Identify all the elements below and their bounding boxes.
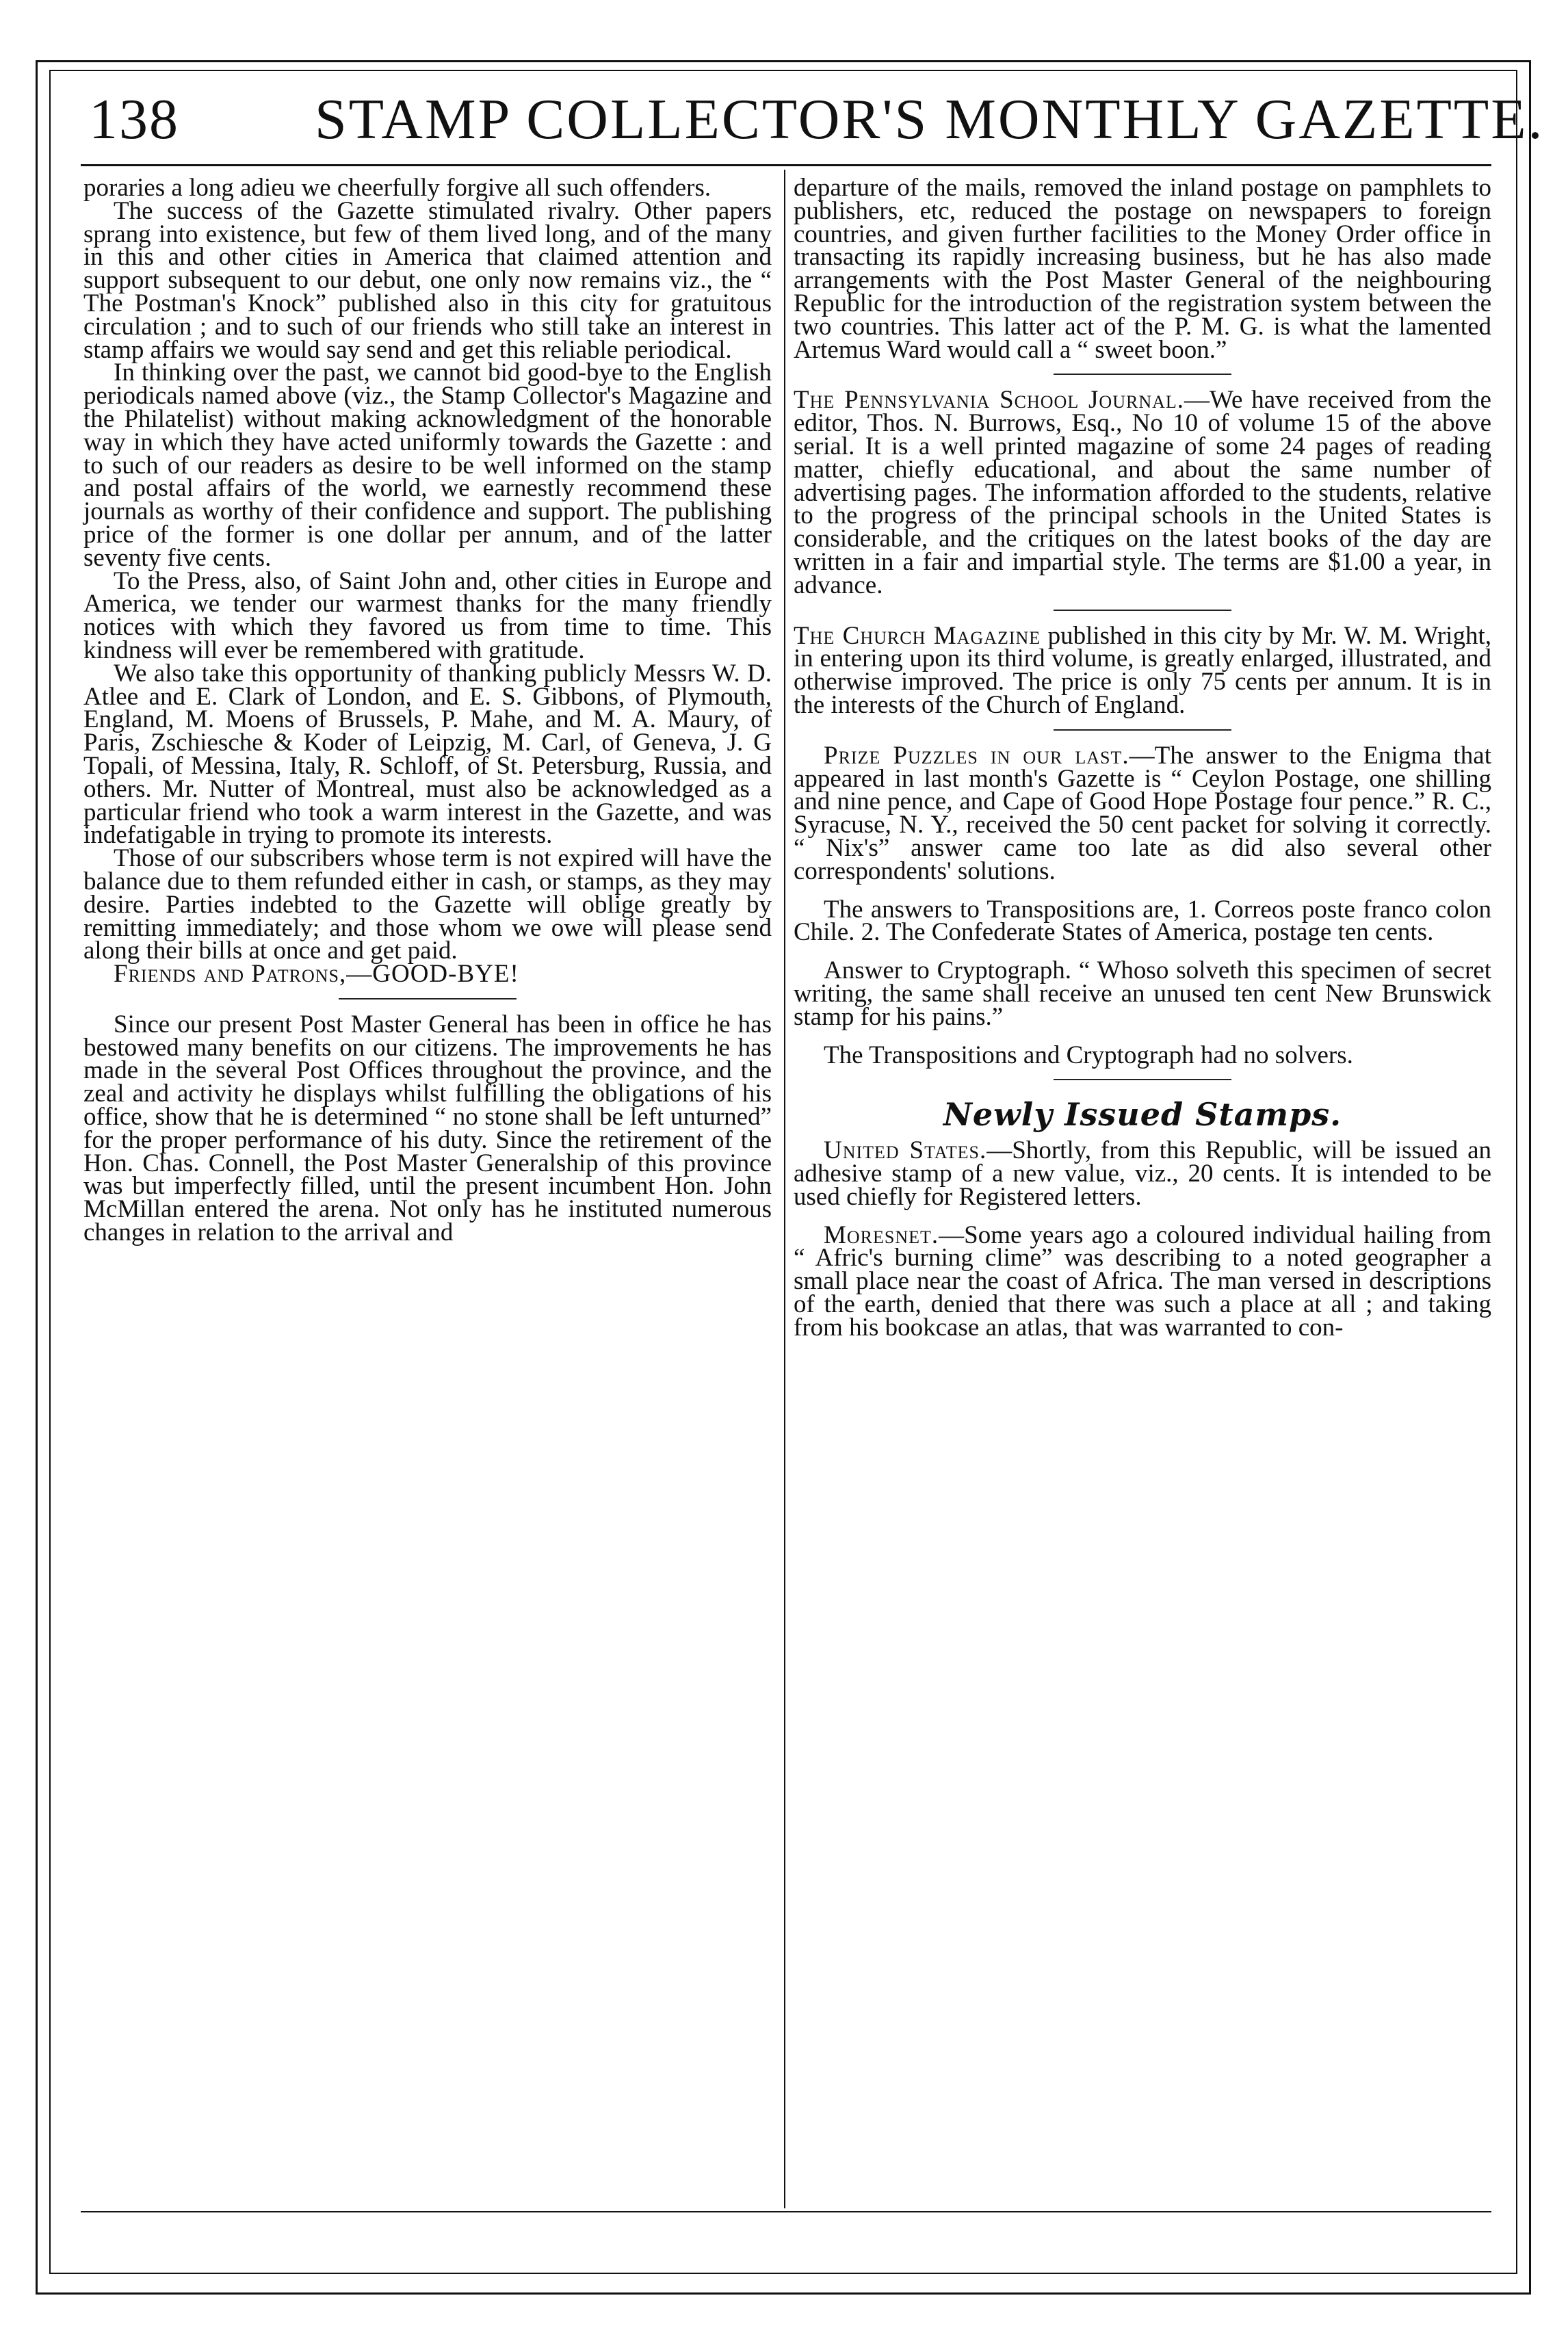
column-divider: [784, 170, 785, 2208]
notice-lead: The Church Magazine: [794, 621, 1041, 650]
notice-church-magazine: [794, 621, 1491, 719]
section-separator: [1054, 374, 1231, 375]
paragraph: The answers to Transpositions are, 1. Correos poste franco colon Chile. 2. The Confederate States of America, postage ten cents.: [794, 895, 1491, 947]
notice-body: —Some years ago a coloured individual hailing from “ Afric's burning clime” was describing to a noted geographer a small place near the coast of Africa. The man versed in descriptions of the earth, denied that there was such a place at all ; and taking from his bookcase an atlas, that was warranted to con-: [794, 1220, 1491, 1342]
header-rule: [81, 164, 1491, 166]
paragraph: To the Press, also, of Saint John and, other cities in Europe and America, we tender our warmest thanks for the many friendly notices with which they favored us from time to time. This kindness will ever be remembered with gratitude.: [83, 566, 772, 664]
notice-lead: Moresnet.: [824, 1220, 939, 1249]
notice-body: published in this city by Mr. W. M. Wright, in entering upon its third volume, is greatly enlarged, illustrated, and otherwise improved. The price is only 75 cents per annum. It is in the interests of the Church of England.: [794, 621, 1491, 719]
right-column: [794, 174, 1491, 1342]
farewell-line: Friends and Patrons,—GOOD-BYE!: [114, 960, 519, 989]
paragraph: In thinking over the past, we cannot bid good-bye to the English periodicals named above (viz., the Stamp Collector's Magazine and the Philatelist) without making acknowledgment of the honorable way in which they have acted uniformly towards the Gazette : and to such of our readers as desire to be well informed on the stamp and postal affairs of the world, we earnestly recommend these journals as worthy of their confidence and support. The publishing price of the former is one dollar per annum, and of the latter seventy five cents.: [83, 358, 772, 572]
paragraph: We also take this opportunity of thanking publicly Messrs W. D. Atlee and E. Clark of London, and E. S. Gibbons, of Plymouth, England, M. Moens of Brussels, P. Mahe, and M. A. Maury, of Paris, Zschiesche & Koder of Leipzig, M. Carl, of Geneva, J. G Topali, of Messina, Italy, R. Schloff, of St. Petersburg, Russia, and others. Mr. Nutter of Montreal, must also be acknowledged as a particular friend who took a warm interest in the Gazette, and was indefatigable in trying to promote its interests.: [83, 659, 772, 850]
notice-prize-puzzles: [794, 741, 1491, 885]
notice-lead: United States.: [824, 1136, 987, 1165]
notice-united-states: [794, 1136, 1491, 1211]
page-number: 138: [89, 88, 179, 151]
paragraph: Since our present Post Master General has been in office he has bestowed many benefits on our citizens. The improvements he has made in the several Post Offices throughout the province, and the zeal and activity he displays whilst fulfilling the obligations of his office, show that he is determined “ no stone shall be left unturned” for the proper performance of his duty. Since the retirement of the Hon. Chas. Connell, the Post Master Generalship of this province was but imperfectly filled, until the present incumbent Hon. John McMillan entered the arena. Not only has he instituted numerous changes in relation to the arrival and: [83, 1010, 772, 1247]
paragraph: departure of the mails, removed the inland postage on pamphlets to publishers, etc, reduced the postage on newspapers to foreign countries, and given further facilities to the Money Order office in transacting its rapidly increasing business, but he has also made arrangements with the Post Master General of the neighbouring Republic for the introduction of the registration system between the two countries. This latter act of the P. M. G. is what the lamented Artemus Ward would call a “ sweet boon.”: [794, 174, 1491, 364]
notice-lead: The Pennsylvania School Journal.: [794, 386, 1185, 415]
paragraph: Answer to Cryptograph. “ Whoso solveth this specimen of secret writing, the same shall receive an unused ten cent New Brunswick stamp for his pains.”: [794, 956, 1491, 1031]
notice-moresnet: [794, 1220, 1491, 1342]
notice-body: —We have received from the editor, Thos. N. Burrows, Esq., No 10 of volume 15 of the above serial. It is a well printed magazine of some 24 pages of reading matter, chiefly educational, and about the same number of advertising pages. The information afforded to the students, relative to the progress of the principal schools in the United States is considerable, and the critiques on the latest books of the day are written in a fair and impartial style. The terms are $1.00 a year, in advance.: [794, 386, 1491, 599]
paragraph: Those of our subscribers whose term is not expired will have the balance due to them refunded either in cash, or stamps, as they may desire. Parties indebted to the Gazette will oblige greatly by remitting immediately; and those whom we owe will please send along their bills at once and get paid.: [83, 844, 772, 965]
left-column: [83, 174, 772, 1247]
notice-lead: Prize Puzzles in our last.: [824, 741, 1129, 770]
page-title: STAMP COLLECTOR'S MONTHLY GAZETTE.: [315, 88, 1545, 151]
page-header: [89, 83, 1545, 166]
section-separator: [1054, 610, 1231, 611]
notice-body: —The answer to the Enigma that appeared in last month's Gazette is “ Ceylon Postage, one shilling and nine pence, and Cape of Good Hope Postage four pence.” R. C., Syracuse, N. Y., received the 50 cent packet for solving it correctly. “ Nix's” answer came too late as did also several other correspondents' solutions.: [794, 741, 1491, 885]
bottom-rule: [81, 2211, 1491, 2212]
paragraph: The success of the Gazette stimulated rivalry. Other papers sprang into existence, but few of them lived long, and of the many in this and other cities in America that claimed attention and support subsequent to our debut, one only now remains viz., the “ The Postman's Knock” published also in this city for gratuitous circulation ; and to such of our friends who still take an interest in stamp affairs we would say send and get this reliable periodical.: [83, 196, 772, 364]
notice-school-journal: [794, 386, 1491, 599]
paragraph: poraries a long adieu we cheerfully forgive all such offenders.: [83, 174, 711, 202]
notice-body: —Shortly, from this Republic, will be issued an adhesive stamp of a new value, viz., 20 cents. It is intended to be used chiefly for Registered letters.: [794, 1136, 1491, 1211]
section-separator: [1054, 1079, 1231, 1080]
section-separator: [339, 998, 517, 999]
section-heading: Newly Issued Stamps.: [943, 1096, 1342, 1134]
paragraph: The Transpositions and Cryptograph had no solvers.: [824, 1041, 1353, 1069]
section-separator: [1054, 729, 1231, 731]
